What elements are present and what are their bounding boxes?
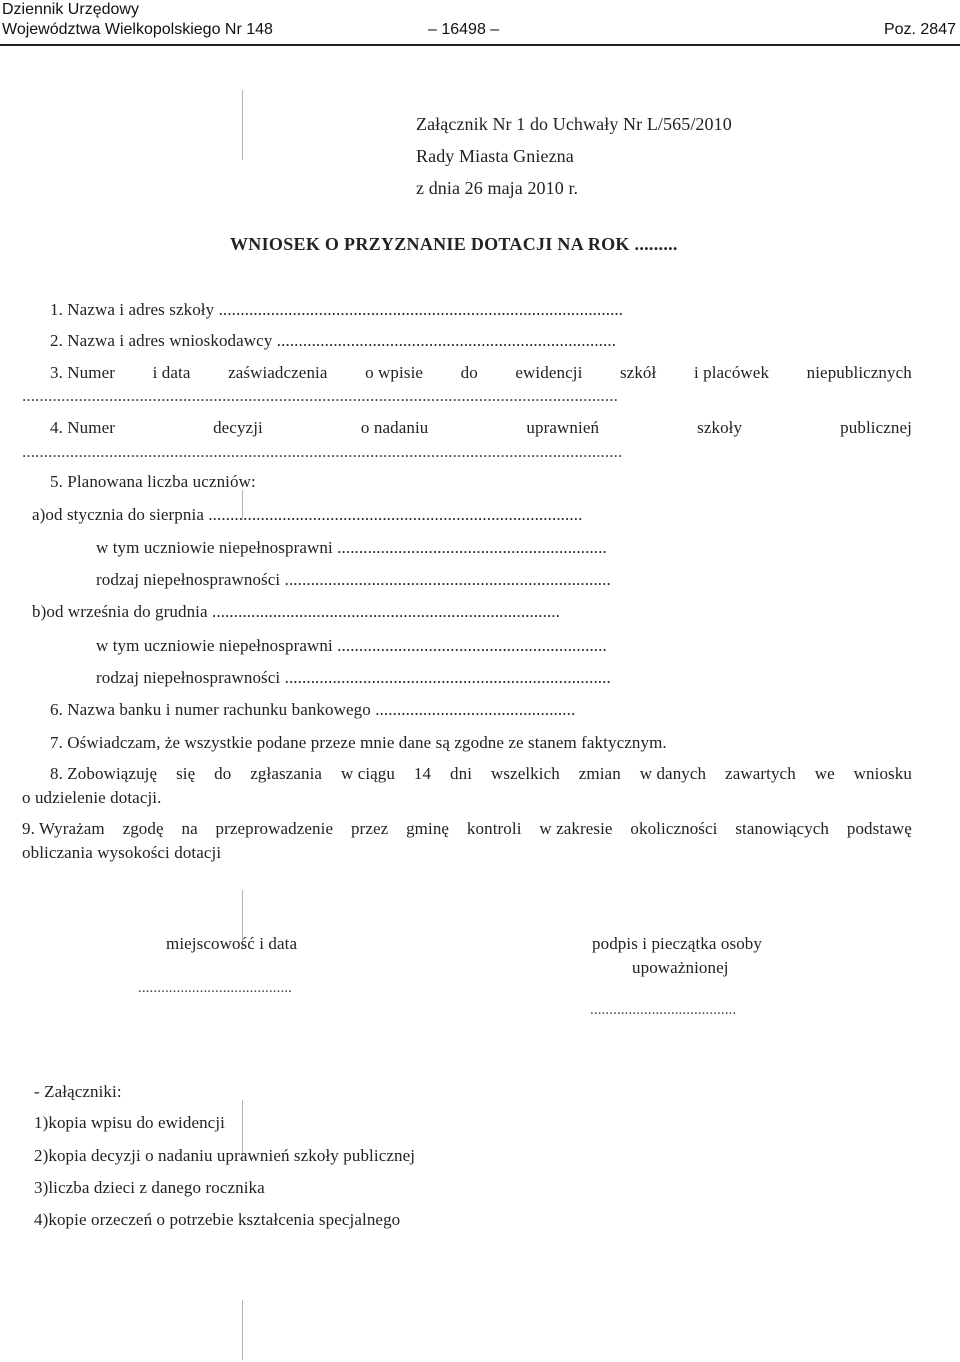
item-9-word: stanowiących bbox=[735, 819, 830, 838]
fold-line bbox=[242, 90, 243, 160]
item-4-word: 4. Numer bbox=[50, 418, 116, 437]
attachment-item: 2)kopia decyzji o nadaniu uprawnień szkoły publicznej bbox=[34, 1146, 416, 1165]
item-5a: a)od stycznia do sierpnia ...................................................................................... bbox=[32, 505, 583, 524]
signature-dots: ...................................... bbox=[590, 1002, 737, 1018]
attachment-item: 3)liczba dzieci z danego rocznika bbox=[34, 1178, 265, 1197]
journal-header bbox=[0, 0, 960, 46]
item-4-word: szkoły bbox=[697, 418, 743, 437]
item-3-dots: ......................................................................................................................................... bbox=[22, 386, 618, 405]
item-9-word: w zakresie bbox=[539, 819, 613, 838]
item-8-word: zmian bbox=[578, 764, 621, 783]
scanned-form bbox=[0, 50, 960, 1362]
item-1: 1. Nazwa i adres szkoły ............................................................................................. bbox=[50, 300, 624, 319]
item-5: 5. Planowana liczba uczniów: bbox=[50, 472, 256, 491]
item-5b-disabled: w tym uczniowie niepełnosprawni .............................................................. bbox=[96, 636, 607, 655]
item-8-line-2: o udzielenie dotacji. bbox=[22, 788, 162, 807]
item-8-word: we bbox=[814, 764, 835, 783]
item-9-word: na bbox=[181, 819, 198, 838]
item-8-word: zgłaszania bbox=[250, 764, 323, 783]
item-5b-type: rodzaj niepełnosprawności ........................................................................... bbox=[96, 668, 611, 687]
header-rule bbox=[0, 44, 960, 46]
page-number: – 16498 – bbox=[428, 21, 500, 38]
item-9-word: gminę bbox=[406, 819, 450, 838]
item-3-word: i data bbox=[152, 363, 191, 382]
fold-line bbox=[242, 1300, 243, 1360]
form-title: WNIOSEK O PRZYZNANIE DOTACJI NA ROK ......... bbox=[230, 234, 678, 254]
item-4-word: uprawnień bbox=[526, 418, 600, 437]
item-4-dots: .......................................................................................................................................... bbox=[22, 442, 623, 461]
item-8-word: wszelkich bbox=[490, 764, 560, 783]
signature-label-line-2: upoważnionej bbox=[632, 958, 729, 977]
journal-name: Dziennik Urzędowy bbox=[2, 1, 139, 18]
attachment-item: 1)kopia wpisu do ewidencji bbox=[34, 1113, 225, 1132]
attachments-heading: - Załączniki: bbox=[34, 1082, 122, 1101]
item-8-word: się bbox=[176, 764, 196, 783]
item-8 bbox=[50, 764, 912, 784]
item-3-word: niepublicznych bbox=[806, 363, 912, 382]
attachment-item: 4)kopie orzeczeń o potrzebie kształcenia specjalnego bbox=[34, 1210, 401, 1229]
item-3-word: do bbox=[460, 363, 478, 382]
place-date-label: miejscowość i data bbox=[166, 934, 298, 953]
item-8-word: do bbox=[214, 764, 232, 783]
item-5a-disabled: w tym uczniowie niepełnosprawni .............................................................. bbox=[96, 538, 607, 557]
place-date-dots: ........................................ bbox=[138, 980, 292, 996]
item-3-word: zaświadczenia bbox=[228, 363, 328, 382]
item-9-word: zgodę bbox=[122, 819, 164, 838]
item-5b: b)od września do grudnia ................................................................................ bbox=[32, 602, 561, 621]
item-8-word: zawartych bbox=[725, 764, 796, 783]
item-8-word: w danych bbox=[639, 764, 707, 783]
item-9-word: przeprowadzenie bbox=[215, 819, 334, 838]
item-2: 2. Nazwa i adres wnioskodawcy .............................................................................. bbox=[50, 331, 617, 350]
item-3-word: szkół bbox=[619, 363, 657, 382]
item-9-line-2: obliczania wysokości dotacji bbox=[22, 843, 222, 862]
item-8-word: dni bbox=[450, 764, 473, 783]
item-8-word: 14 bbox=[413, 764, 432, 783]
item-4-word: o nadaniu bbox=[360, 418, 429, 437]
annex-line-1: Załącznik Nr 1 do Uchwały Nr L/565/2010 bbox=[416, 114, 732, 134]
item-9 bbox=[22, 819, 912, 839]
item-6: 6. Nazwa banku i numer rachunku bankowego .............................................. bbox=[50, 700, 576, 719]
item-9-word: 9. Wyrażam bbox=[22, 819, 105, 838]
item-8-word: 8. Zobowiązuję bbox=[50, 764, 158, 783]
item-3 bbox=[50, 363, 912, 383]
item-4-word: publicznej bbox=[840, 418, 912, 437]
item-5a-type: rodzaj niepełnosprawności ........................................................................... bbox=[96, 570, 611, 589]
item-3-word: o wpisie bbox=[365, 363, 424, 382]
signature-label-line-1: podpis i pieczątka osoby bbox=[592, 934, 763, 953]
item-9-word: kontroli bbox=[466, 819, 522, 838]
position-number: Poz. 2847 bbox=[883, 21, 956, 38]
item-9-word: okoliczności bbox=[630, 819, 718, 838]
item-3-word: 3. Numer bbox=[50, 363, 116, 382]
item-7: 7. Oświadczam, że wszystkie podane przeze mnie dane są zgodne ze stanem faktycznym. bbox=[50, 733, 667, 752]
item-9-word: podstawę bbox=[846, 819, 912, 838]
item-4-word: decyzji bbox=[213, 418, 263, 437]
item-8-word: wniosku bbox=[853, 764, 912, 783]
item-8-word: w ciągu bbox=[340, 764, 396, 783]
item-9-word: przez bbox=[350, 819, 389, 838]
item-3-word: i placówek bbox=[693, 363, 770, 382]
item-4 bbox=[50, 418, 912, 438]
journal-issue: Województwa Wielkopolskiego Nr 148 bbox=[2, 21, 273, 38]
item-3-word: ewidencji bbox=[515, 363, 583, 382]
annex-line-3: z dnia 26 maja 2010 r. bbox=[416, 178, 579, 198]
annex-line-2: Rady Miasta Gniezna bbox=[416, 146, 574, 166]
